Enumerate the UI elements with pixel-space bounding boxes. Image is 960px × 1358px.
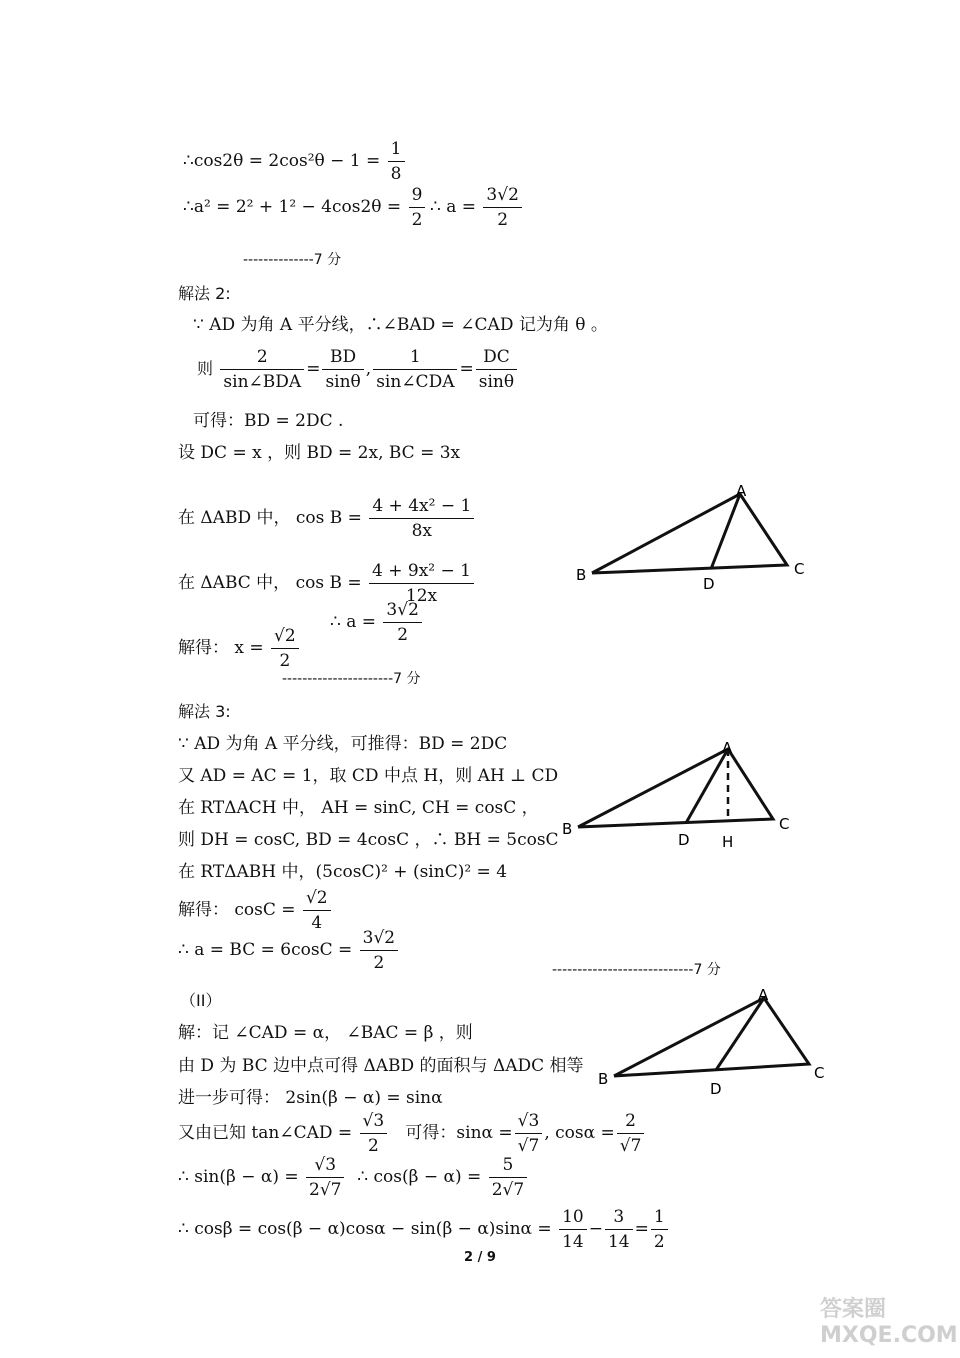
- label-b: B: [598, 1070, 609, 1088]
- triangle-figure-3: [592, 984, 837, 1100]
- m3-line-3: 在 RTΔACH 中， AH = sinC, CH = cosC ，: [178, 798, 539, 818]
- fraction: $\frac{1}{2}$: [651, 1205, 668, 1254]
- fraction: $\frac{3√2}{2}$: [383, 598, 421, 647]
- label-d: D: [710, 1080, 722, 1098]
- fraction: $\frac{√2}{2}$: [271, 624, 299, 673]
- label-c: C: [794, 560, 805, 578]
- triangle-figure-2: [558, 735, 798, 855]
- fraction: $\frac{√3}{2}$: [360, 1109, 388, 1158]
- label-a: A: [722, 739, 733, 757]
- m3-a-result: ∴ a = BC = 6cosC = $\frac{3√2}{2}$: [178, 926, 400, 975]
- m2-line-1: ∵ AD 为角 A 平分线，∴∠BAD = ∠CAD 记为角 θ 。: [193, 315, 608, 335]
- score-mark-3: ----------------------------7 分: [552, 962, 721, 978]
- label-h: H: [722, 833, 734, 851]
- label-b: B: [576, 566, 587, 584]
- page-number: 2 / 9: [464, 1250, 496, 1265]
- triangle-figure-1: [570, 478, 810, 596]
- m2-solve-x: 解得： x = $\frac{√2}{2}$: [178, 624, 301, 673]
- label-d: D: [678, 831, 690, 849]
- label-a: A: [758, 986, 769, 1004]
- score-mark-2: ----------------------7 分: [282, 671, 421, 687]
- m2-sine-law: 则 2 sin∠BDA = $\frac{BD}{\sin\theta}$ , 1 sin∠CDA = $\frac{DC}{\sin\theta}$: [197, 345, 519, 394]
- m3-line-1: ∵ AD 为角 A 平分线，可推得：BD = 2DC: [178, 734, 508, 754]
- m2-line-4: 设 DC = x ，则 BD = 2x, BC = 3x: [178, 443, 461, 463]
- m2-a-result: ∴ a = $\frac{3√2}{2}$: [330, 598, 424, 647]
- watermark-logo: 答案圈 MXQE.COM: [820, 1297, 958, 1348]
- p2-line-1: 解：记 ∠CAD = α， ∠BAC = β ，则: [178, 1023, 473, 1043]
- method-2-heading: 解法 2:: [178, 284, 231, 303]
- eq-a-result: ∴ a = $\frac{3√2}{2}$: [430, 183, 524, 232]
- triangle-outline: [578, 749, 773, 827]
- p2-line-6: ∴ cosβ = cos(β − α)cosα − sin(β − α)sinα = $\frac{10}{14}$ − $\frac{3}{14}$ = $\frac{1}{2}$: [178, 1205, 670, 1254]
- part-2-heading: （II）: [180, 991, 222, 1010]
- m3-line-2: 又 AD = AC = 1，取 CD 中点 H，则 AH ⊥ CD: [178, 766, 559, 786]
- fraction: $\frac{10}{14}$: [559, 1205, 587, 1254]
- m2-cosB-abd: 在 ΔABD 中， cos B = $\frac{\text{4 + 4x² − 1}}{8x}$: [178, 494, 476, 543]
- label-c: C: [814, 1064, 825, 1082]
- fraction: $\frac{3√2}{2}$: [483, 183, 521, 232]
- fraction: 1 sin∠CDA: [373, 345, 457, 394]
- p2-line-5: ∴ sin(β − α) = $\frac{√3}{2√7}$ ∴ cos(β − α) = $\frac{5}{2√7}$: [178, 1153, 529, 1202]
- label-c: C: [779, 815, 790, 833]
- label-a: A: [736, 482, 747, 500]
- m3-line-4: 则 DH = cosC, BD = 4cosC ，∴ BH = 5cosC: [178, 830, 559, 850]
- fraction: $\frac{\text{4 + 4x² − 1}}{8x}$: [369, 494, 474, 543]
- fraction: $\frac{9}{2}$: [409, 183, 426, 232]
- m3-line-5: 在 RTΔABH 中，(5cosC)² + (sinC)² = 4: [178, 862, 508, 882]
- m2-cosB-abc: 在 ΔABC 中， cos B = $\frac{\text{4 + 9x² − 1}}{12x}$: [178, 559, 476, 608]
- m3-cosC: 解得： cosC = $\frac{√2}{4}$: [178, 886, 333, 935]
- eq-cos2theta: ∴cos2θ = 2cos²θ − 1 = $\frac{1}{8}$: [183, 137, 407, 186]
- fraction: $\frac{BD}{\sin\theta}$: [322, 345, 363, 394]
- fraction: $\frac{\text{4 + 9x² − 1}}{12x}$: [369, 559, 474, 608]
- score-mark-1: --------------7 分: [243, 252, 342, 268]
- p2-line-4: 又由已知 tan∠CAD = $\frac{√3}{2}$ 可得：sinα = $\frac{√3}{√7}$ , cosα = $\frac{2}{√7}$: [178, 1109, 646, 1158]
- fraction: $\frac{3√2}{2}$: [360, 926, 398, 975]
- fraction: $\frac{3}{14}$: [605, 1205, 633, 1254]
- bisector-ad: [711, 494, 740, 569]
- eq-a-squared: ∴a² = 2² + 1² − 4cos2θ = $\frac{9}{2}$: [183, 183, 427, 232]
- fraction: $\frac{2}{√7}$: [617, 1109, 645, 1158]
- label-d: D: [703, 575, 715, 593]
- p2-line-3: 进一步可得： 2sin(β − α) = sinα: [178, 1088, 443, 1108]
- triangle-outline: [592, 494, 787, 573]
- fraction: $\frac{√3}{√7}$: [515, 1109, 543, 1158]
- triangle-outline: [614, 998, 809, 1076]
- fraction: $\frac{DC}{\sin\theta}$: [476, 345, 517, 394]
- m2-line-3: 可得：BD = 2DC .: [193, 411, 344, 431]
- method-3-heading: 解法 3:: [178, 702, 231, 721]
- fraction: $\frac{1}{8}$: [388, 137, 405, 186]
- fraction: $\frac{√3}{2√7}$: [306, 1153, 344, 1202]
- fraction: $\frac{5}{2√7}$: [489, 1153, 527, 1202]
- label-b: B: [562, 820, 573, 838]
- fraction: $\frac{√2}{4}$: [303, 886, 331, 935]
- p2-line-2: 由 D 为 BC 边中点可得 ΔABD 的面积与 ΔADC 相等: [178, 1056, 584, 1076]
- fraction: 2 sin∠BDA: [220, 345, 304, 394]
